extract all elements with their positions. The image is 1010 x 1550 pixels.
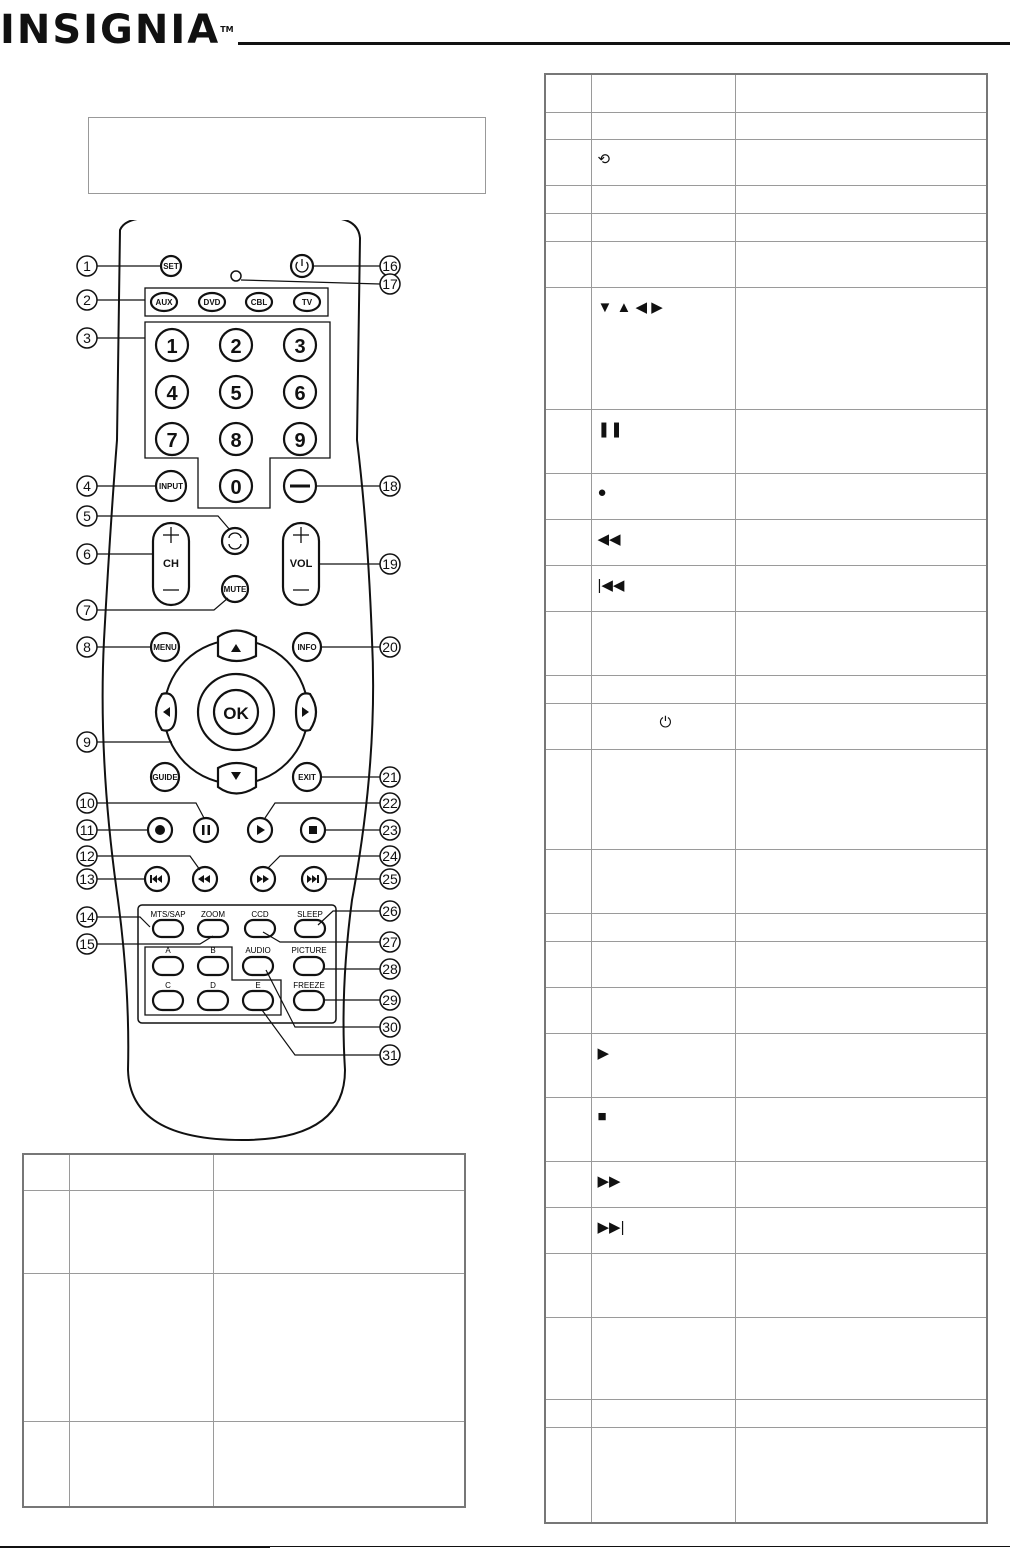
- digit-0-button[interactable]: [220, 470, 252, 502]
- svg-text:22: 22: [382, 795, 398, 811]
- svg-text:OK: OK: [223, 704, 249, 723]
- svg-text:4: 4: [166, 383, 178, 405]
- svg-text:2: 2: [230, 336, 242, 358]
- power-icon: ⏻: [659, 713, 672, 731]
- svg-text:FREEZE: FREEZE: [293, 981, 325, 990]
- stop-icon: ■: [597, 1107, 607, 1125]
- callout-19: [380, 554, 400, 574]
- note-box: [88, 117, 486, 194]
- table-row: [545, 849, 987, 913]
- channel-rocker[interactable]: [153, 523, 189, 605]
- svg-text:17: 17: [382, 276, 398, 292]
- svg-text:D: D: [210, 981, 216, 990]
- digit-8-button[interactable]: [220, 423, 252, 455]
- skip-back-button[interactable]: [145, 867, 169, 891]
- table-row: [545, 749, 987, 849]
- table-row: [23, 1190, 465, 1273]
- svg-text:1: 1: [166, 336, 178, 358]
- record-icon: ●: [597, 483, 607, 501]
- svg-text:8: 8: [230, 430, 242, 452]
- svg-text:AUX: AUX: [155, 298, 173, 307]
- svg-text:9: 9: [294, 430, 306, 452]
- table-row: [545, 941, 987, 987]
- ok-button[interactable]: [198, 674, 274, 750]
- callout-13: [77, 869, 97, 889]
- key-table-left: [22, 1153, 466, 1508]
- svg-text:11: 11: [79, 822, 95, 838]
- table-row: [545, 565, 987, 611]
- table-row: [545, 185, 987, 213]
- digit-4-button[interactable]: [156, 376, 188, 408]
- svg-text:20: 20: [382, 639, 398, 655]
- exit-button[interactable]: [293, 763, 321, 791]
- table-row: [545, 1097, 987, 1161]
- digit-9-button[interactable]: [284, 423, 316, 455]
- svg-text:3: 3: [294, 336, 306, 358]
- callout-9: [77, 732, 97, 752]
- svg-text:7: 7: [83, 602, 91, 618]
- svg-text:12: 12: [79, 848, 95, 864]
- callout-27: [380, 932, 400, 952]
- svg-text:5: 5: [230, 383, 242, 405]
- svg-text:26: 26: [382, 903, 398, 919]
- table-row: [23, 1421, 465, 1507]
- header-rule: [238, 42, 1010, 45]
- menu-button[interactable]: [151, 633, 179, 661]
- tv-button[interactable]: [294, 293, 320, 311]
- digit-3-button[interactable]: [284, 329, 316, 361]
- table-header-row: [23, 1154, 465, 1190]
- callout-7: [77, 600, 97, 620]
- pause-button[interactable]: [194, 818, 218, 842]
- info-button[interactable]: [293, 633, 321, 661]
- callout-20: [380, 637, 400, 657]
- rewind-button[interactable]: [193, 867, 217, 891]
- table-row: [545, 473, 987, 519]
- nav-down-button[interactable]: [218, 763, 256, 794]
- svg-text:C: C: [165, 981, 171, 990]
- table-row: [545, 287, 987, 409]
- svg-text:B: B: [210, 946, 216, 955]
- svg-text:INFO: INFO: [297, 643, 317, 652]
- callout-2: [77, 290, 97, 310]
- dvd-button[interactable]: [199, 293, 225, 311]
- footer-rule: [0, 1546, 270, 1548]
- record-icon: [155, 825, 165, 835]
- picture-button[interactable]: [291, 946, 326, 975]
- nav-right-button[interactable]: [296, 693, 316, 730]
- arrows-icon: ▼ ▲ ◀ ▶: [597, 298, 663, 316]
- callout-8: [77, 637, 97, 657]
- svg-text:30: 30: [382, 1019, 398, 1035]
- svg-text:E: E: [255, 981, 261, 990]
- fast-forward-button[interactable]: [251, 867, 275, 891]
- mts-sap-button[interactable]: [150, 910, 185, 937]
- callout-26: [380, 901, 400, 921]
- zoom-button[interactable]: [198, 910, 228, 937]
- svg-text:3: 3: [83, 330, 91, 346]
- key-table-right: [544, 73, 988, 1524]
- table-row: [545, 1317, 987, 1399]
- svg-text:8: 8: [83, 639, 91, 655]
- pause-icon: ❚❚: [597, 420, 623, 438]
- callout-30: [380, 1017, 400, 1037]
- callout-28: [380, 959, 400, 979]
- callout-16: [380, 256, 400, 276]
- table-row: [545, 1427, 987, 1523]
- callout-5: [77, 506, 97, 526]
- svg-text:31: 31: [382, 1047, 398, 1063]
- svg-text:23: 23: [382, 822, 398, 838]
- svg-text:EXIT: EXIT: [298, 773, 316, 782]
- svg-text:SLEEP: SLEEP: [297, 910, 323, 919]
- callout-6: [77, 544, 97, 564]
- table-row: [545, 913, 987, 941]
- svg-text:6: 6: [294, 383, 306, 405]
- stop-button[interactable]: [301, 818, 325, 842]
- guide-button[interactable]: [151, 763, 179, 791]
- svg-text:AUDIO: AUDIO: [245, 946, 271, 955]
- callout-31: [380, 1045, 400, 1065]
- audio-button[interactable]: [243, 946, 273, 975]
- svg-text:CBL: CBL: [250, 298, 268, 307]
- callout-15: [77, 934, 97, 954]
- svg-text:14: 14: [79, 909, 95, 925]
- svg-text:19: 19: [382, 556, 398, 572]
- set-button[interactable]: [161, 256, 181, 276]
- callout-23: [380, 820, 400, 840]
- svg-text:CCD: CCD: [251, 910, 269, 919]
- table-row: [545, 1207, 987, 1253]
- table-row: [545, 675, 987, 703]
- brand-name: INSIGNIA: [0, 7, 221, 53]
- trademark: TM: [220, 25, 234, 34]
- svg-text:MUTE: MUTE: [223, 585, 247, 594]
- svg-text:A: A: [165, 946, 171, 955]
- svg-text:21: 21: [382, 769, 398, 785]
- svg-text:SET: SET: [163, 262, 179, 271]
- table-row: [545, 213, 987, 241]
- callout-12: [77, 846, 97, 866]
- callout-11: [77, 820, 97, 840]
- callout-10: [77, 793, 97, 813]
- minus-button[interactable]: [284, 470, 316, 502]
- power-button[interactable]: [291, 255, 313, 277]
- table-row: [545, 1399, 987, 1427]
- svg-text:MENU: MENU: [153, 643, 177, 652]
- svg-text:TV: TV: [301, 298, 313, 307]
- skip-forward-icon: ▶▶|: [597, 1218, 625, 1236]
- digit-2-button[interactable]: [220, 329, 252, 361]
- table-row: [545, 1253, 987, 1317]
- svg-text:9: 9: [83, 734, 91, 750]
- svg-text:29: 29: [382, 992, 398, 1008]
- callout-14: [77, 907, 97, 927]
- nav-up-button[interactable]: [218, 631, 256, 662]
- svg-text:18: 18: [382, 478, 398, 494]
- brand-logo: [0, 8, 234, 52]
- callout-1: [77, 256, 97, 276]
- svg-text:7: 7: [166, 430, 178, 452]
- rewind-icon: ◀◀: [597, 530, 621, 548]
- freeze-button[interactable]: [293, 981, 325, 1010]
- svg-text:10: 10: [79, 795, 95, 811]
- svg-text:DVD: DVD: [203, 298, 221, 307]
- digit-1-button[interactable]: [156, 329, 188, 361]
- callout-4: [77, 476, 97, 496]
- svg-text:GUIDE: GUIDE: [152, 773, 178, 782]
- table-row: [545, 241, 987, 287]
- callout-18: [380, 476, 400, 496]
- table-row: [545, 703, 987, 749]
- fast-forward-icon: ▶▶: [597, 1172, 621, 1190]
- svg-text:5: 5: [83, 508, 91, 524]
- volume-rocker[interactable]: [283, 523, 319, 605]
- table-row: [545, 139, 987, 185]
- table-row: [545, 611, 987, 675]
- aux-button[interactable]: [151, 293, 177, 311]
- repeat-icon: ⟲: [597, 150, 611, 168]
- table-row: [545, 1033, 987, 1097]
- skip-forward-button[interactable]: [302, 867, 326, 891]
- table-header-row: [545, 74, 987, 112]
- skip-back-icon: |◀◀: [597, 576, 625, 594]
- svg-text:2: 2: [83, 292, 91, 308]
- svg-text:25: 25: [382, 871, 398, 887]
- svg-text:INPUT: INPUT: [159, 482, 183, 491]
- svg-text:15: 15: [79, 936, 95, 952]
- nav-left-button[interactable]: [156, 693, 176, 730]
- svg-text:PICTURE: PICTURE: [291, 946, 327, 955]
- svg-text:0: 0: [230, 477, 242, 499]
- cbl-button[interactable]: [246, 293, 272, 311]
- callout-17: [380, 274, 400, 294]
- mute-button[interactable]: [222, 576, 248, 602]
- svg-text:28: 28: [382, 961, 398, 977]
- callout-24: [380, 846, 400, 866]
- input-button[interactable]: [156, 471, 186, 501]
- digit-7-button[interactable]: [156, 423, 188, 455]
- table-row: [545, 519, 987, 565]
- play-button[interactable]: [248, 818, 272, 842]
- table-row: [545, 409, 987, 473]
- callout-29: [380, 990, 400, 1010]
- svg-text:MTS/SAP: MTS/SAP: [150, 910, 186, 919]
- footer-rule-thin: [270, 1546, 1010, 1547]
- callout-22: [380, 793, 400, 813]
- digit-6-button[interactable]: [284, 376, 316, 408]
- repeat-button[interactable]: [222, 528, 248, 554]
- svg-text:ZOOM: ZOOM: [201, 910, 225, 919]
- callout-3: [77, 328, 97, 348]
- indicator-led: [231, 271, 241, 281]
- table-row: [545, 987, 987, 1033]
- remote-diagram: [60, 220, 420, 1145]
- svg-text:24: 24: [382, 848, 398, 864]
- stop-icon: [309, 826, 317, 834]
- svg-text:27: 27: [382, 934, 398, 950]
- svg-text:13: 13: [79, 871, 95, 887]
- svg-text:VOL: VOL: [289, 558, 313, 570]
- digit-5-button[interactable]: [220, 376, 252, 408]
- table-row: [545, 112, 987, 139]
- table-row: [23, 1273, 465, 1421]
- table-row: [545, 1161, 987, 1207]
- play-icon: ▶: [597, 1044, 610, 1062]
- record-button[interactable]: [148, 818, 172, 842]
- svg-text:6: 6: [83, 546, 91, 562]
- callout-25: [380, 869, 400, 889]
- svg-text:CH: CH: [163, 558, 179, 570]
- svg-text:1: 1: [83, 258, 91, 274]
- svg-text:4: 4: [83, 478, 91, 494]
- sleep-button[interactable]: [295, 910, 325, 937]
- svg-text:16: 16: [382, 258, 398, 274]
- callout-21: [380, 767, 400, 787]
